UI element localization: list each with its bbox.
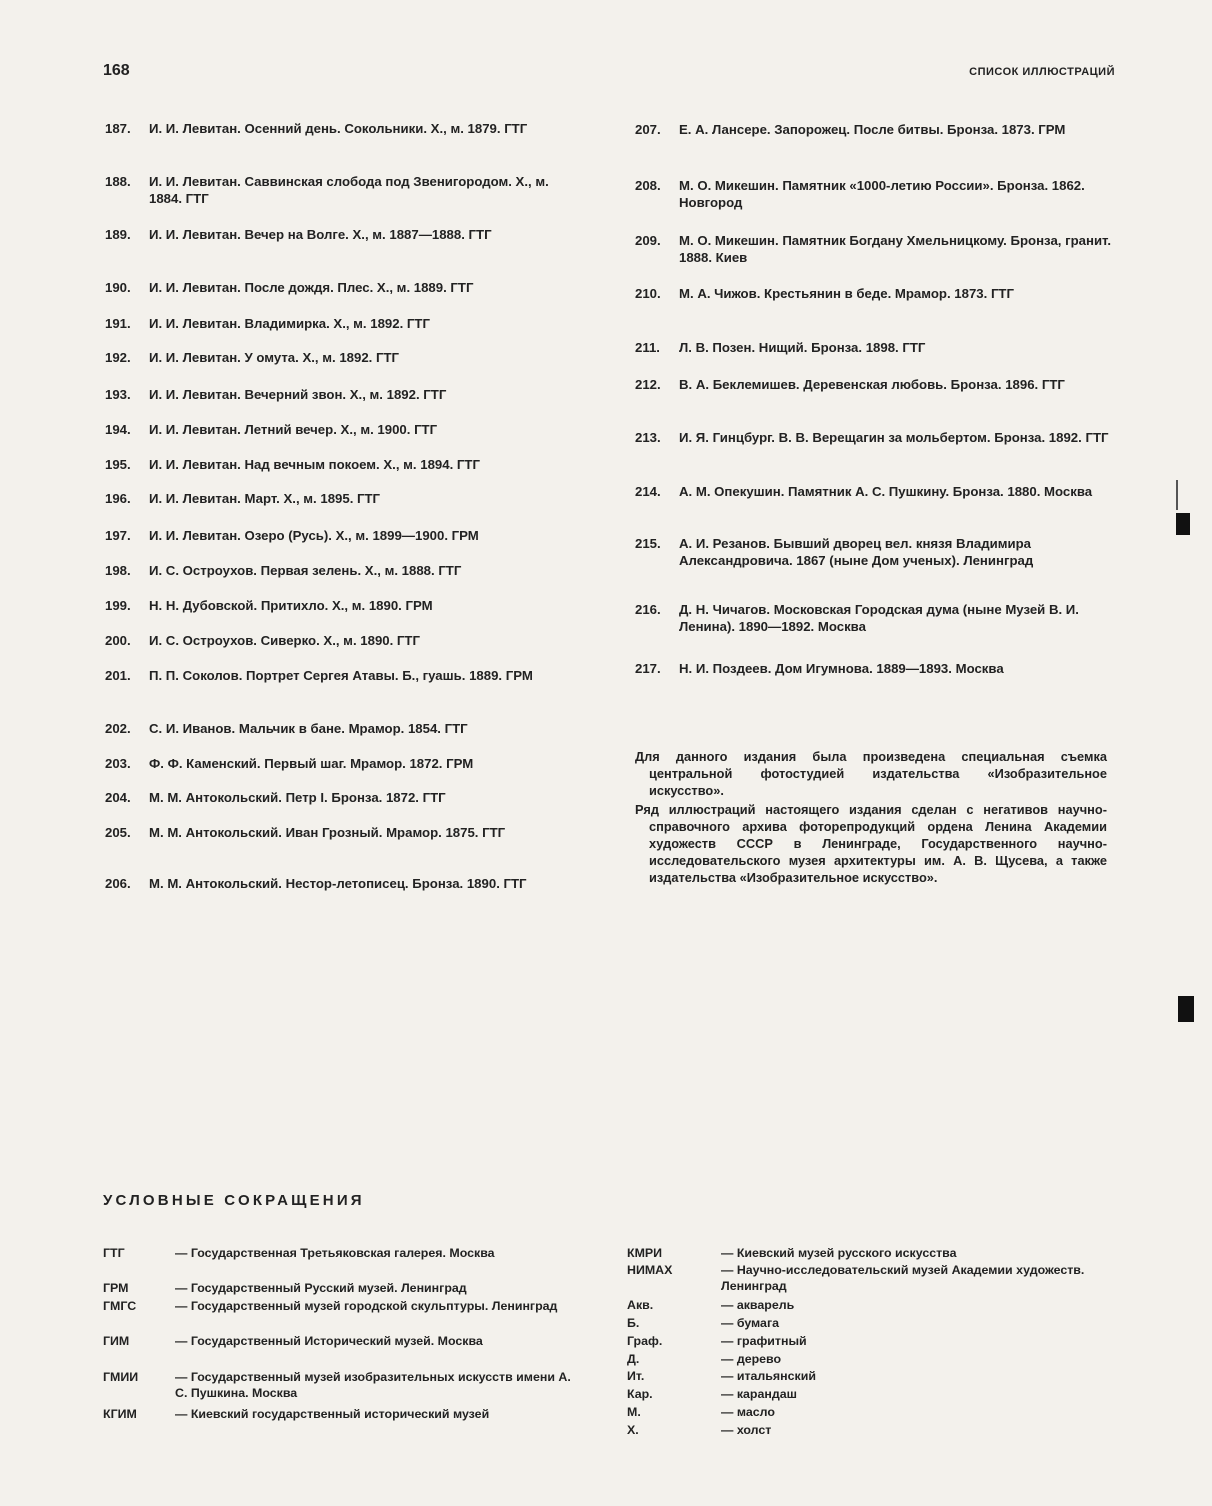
list-item: 210. М. А. Чижов. Крестьянин в беде. Мрамор. 1873. ГТГ <box>635 286 1014 301</box>
abbreviation-item: ГМИИ — Государственный музей изобразительных искусств имени А. С. Пушкина. Москва <box>103 1370 571 1400</box>
list-item: 217. Н. И. Поздеев. Дом Игумнова. 1889—1893. Москва <box>635 661 1004 676</box>
list-item: 212. В. А. Беклемишев. Деревенская любовь. Бронза. 1896. ГТГ <box>635 377 1065 392</box>
list-item: 196. И. И. Левитан. Март. Х., м. 1895. ГТГ <box>105 491 381 506</box>
abbreviation-item: Акв. — акварель <box>627 1298 795 1312</box>
abbreviation-item: Б. — бумага <box>627 1316 779 1330</box>
list-item: 213. И. Я. Гинцбург. В. В. Верещагин за мольбертом. Бронза. 1892. ГТГ <box>635 430 1109 445</box>
list-item: 195. И. И. Левитан. Над вечным покоем. Х., м. 1894. ГТГ <box>105 457 480 472</box>
list-item: 200. И. С. Остроухов. Сиверко. Х., м. 1890. ГТГ <box>105 633 420 648</box>
list-item: 187. И. И. Левитан. Осенний день. Сокольники. Х., м. 1879. ГТГ <box>105 121 528 136</box>
abbreviation-item: ГРМ — Государственный Русский музей. Ленинград <box>103 1281 467 1295</box>
list-item: 207. Е. А. Лансере. Запорожец. После битвы. Бронза. 1873. ГРМ <box>635 122 1066 137</box>
list-item: 194. И. И. Левитан. Летний вечер. Х., м. 1900. ГТГ <box>105 422 438 437</box>
scan-artifact-mark <box>1176 513 1190 535</box>
list-item: 188. И. И. Левитан. Саввинская слобода под Звенигородом. Х., м. 1884. ГТГ <box>105 174 549 206</box>
list-item: 191. И. И. Левитан. Владимирка. Х., м. 1892. ГТГ <box>105 316 430 331</box>
list-item: 208. М. О. Микешин. Памятник «1000-летию России». Бронза. 1862. Новгород <box>635 178 1085 210</box>
list-item: 199. Н. Н. Дубовской. Притихло. Х., м. 1890. ГРМ <box>105 598 433 613</box>
abbreviation-item: Ит. — итальянский <box>627 1369 816 1383</box>
photo-credits <box>635 748 1107 888</box>
abbreviation-item: ГИМ — Государственный Исторический музей. Москва <box>103 1334 483 1348</box>
list-item: 214. А. М. Опекушин. Памятник А. С. Пушкину. Бронза. 1880. Москва <box>635 484 1093 499</box>
running-header: СПИСОК ИЛЛЮСТРАЦИЙ <box>969 66 1115 78</box>
list-item: 206. М. М. Антокольский. Нестор-летописец. Бронза. 1890. ГТГ <box>105 876 527 891</box>
list-item: 203. Ф. Ф. Каменский. Первый шаг. Мрамор. 1872. ГРМ <box>105 756 474 771</box>
list-item: 192. И. И. Левитан. У омута. Х., м. 1892. ГТГ <box>105 350 399 365</box>
list-item: 215. А. И. Резанов. Бывший дворец вел. князя Владимира Александровича. 1867 (ныне Дом ученых). Ленинград <box>635 536 1034 568</box>
list-item: 209. М. О. Микешин. Памятник Богдану Хмельницкому. Бронза, гранит. 1888. Киев <box>635 233 1112 265</box>
abbreviation-item: Д. — дерево <box>627 1352 782 1366</box>
list-item: 198. И. С. Остроухов. Первая зелень. Х., м. 1888. ГТГ <box>105 563 462 578</box>
list-item: 193. И. И. Левитан. Вечерний звон. Х., м. 1892. ГТГ <box>105 387 447 402</box>
abbreviation-item: НИМАХ — Научно-исследовательский музей Академии художеств. Ленинград <box>627 1263 1085 1293</box>
list-item: 205. М. М. Антокольский. Иван Грозный. Мрамор. 1875. ГТГ <box>105 825 506 840</box>
abbreviation-item: КМРИ — Киевский музей русского искусства <box>627 1246 957 1260</box>
list-item: 197. И. И. Левитан. Озеро (Русь). Х., м. 1899—1900. ГРМ <box>105 528 479 543</box>
abbreviation-item: М. — масло <box>627 1405 775 1419</box>
credit-paragraph: Для данного издания была произведена специальная съемка центральной фотостудией издательства «Изобразительное искусство». <box>635 749 1107 798</box>
abbreviation-item: Х. — холст <box>627 1423 772 1437</box>
abbreviation-item: КГИМ — Киевский государственный исторический музей <box>103 1407 490 1421</box>
list-item: 190. И. И. Левитан. После дождя. Плес. Х., м. 1889. ГТГ <box>105 280 474 295</box>
list-item: 204. М. М. Антокольский. Петр I. Бронза. 1872. ГТГ <box>105 790 446 805</box>
scan-artifact-mark <box>1178 996 1194 1022</box>
list-item: 201. П. П. Соколов. Портрет Сергея Атавы. Б., гуашь. 1889. ГРМ <box>105 668 533 683</box>
abbreviations-heading: УСЛОВНЫЕ СОКРАЩЕНИЯ <box>103 1192 365 1209</box>
page-number: 168 <box>103 62 130 79</box>
abbreviation-item: ГМГС — Государственный музей городской скульптуры. Ленинград <box>103 1299 558 1313</box>
credit-paragraph: Ряд иллюстраций настоящего издания сделан с негативов научно-справочного архива фоторепродукций ордена Ленина Академии художеств СССР в Ленинграде, Государственного научно-исследовательского музея архитектуры им. А. В. Щусева, а также издательства «Изобразительное искусство». <box>635 802 1107 885</box>
list-item: 211. Л. В. Позен. Нищий. Бронза. 1898. ГТГ <box>635 340 926 355</box>
list-item: 216. Д. Н. Чичагов. Московская Городская дума (ныне Музей В. И. Ленина). 1890—1892. Москва <box>635 602 1079 634</box>
abbreviation-item: ГТГ — Государственная Третьяковская галерея. Москва <box>103 1246 495 1260</box>
scan-artifact-line <box>1176 480 1178 510</box>
abbreviation-item: Граф. — графитный <box>627 1334 807 1348</box>
abbreviation-item: Кар. — карандаш <box>627 1387 797 1401</box>
list-item: 202. С. И. Иванов. Мальчик в бане. Мрамор. 1854. ГТГ <box>105 721 468 736</box>
list-item: 189. И. И. Левитан. Вечер на Волге. Х., м. 1887—1888. ГТГ <box>105 227 492 242</box>
